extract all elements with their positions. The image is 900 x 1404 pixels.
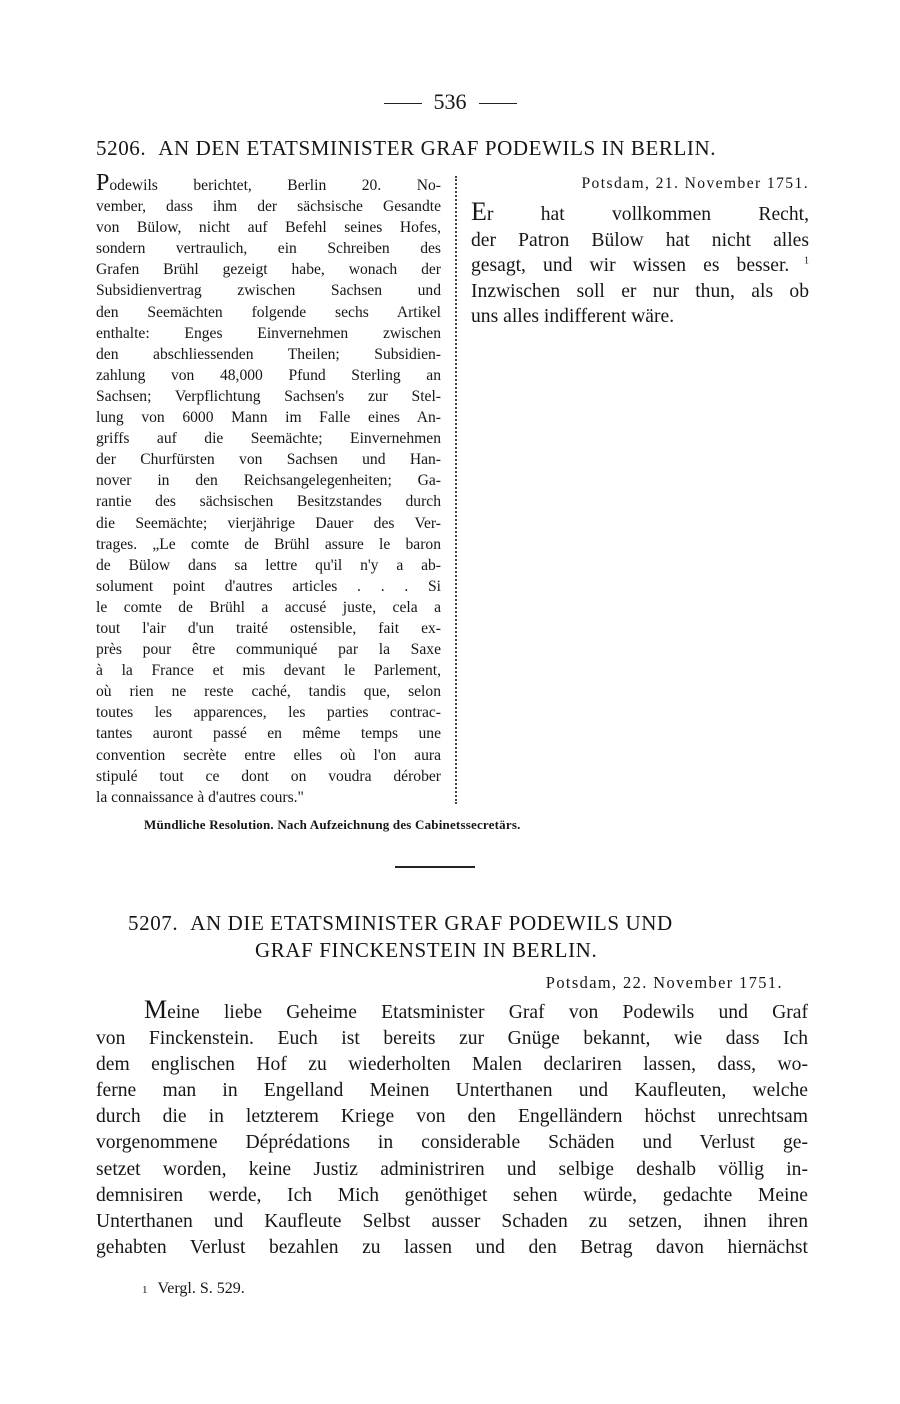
summary-line: sondern vertraulich, ein Schreiben des [96,240,441,258]
summary-line: toutes les apparences, les parties contrac- [96,704,441,722]
letter-5206-dateline: Potsdam, 21. November 1751. [581,175,809,192]
letter-5206-right-column [471,173,809,330]
body-line: gehabten Verlust bezahlen zu lassen und den Betrag davon hiernächst [96,1236,808,1258]
footnote [142,1280,245,1298]
resolution-line: der Patron Bülow hat nicht alles [471,229,809,251]
footnote-reference: 1 [789,255,809,267]
letter-5206-heading [96,135,810,162]
summary-line: den Seemächten folgende sechs Artikel [96,303,441,321]
resolution-line: Er hat vollkommen Recht, [471,197,809,226]
summary-line: rantie des sächsischen Besitzstandes durch [96,493,441,511]
summary-line: Subsidienvertrag zwischen Sachsen und [96,282,441,300]
summary-line: tantes auront passé en même temps une [96,725,441,743]
page-number-dash-right [479,103,517,104]
body-initial: M [144,995,168,1024]
resolution-line: Inzwischen soll er nur thun, als ob [471,280,809,302]
letter-5206-summary [96,170,441,808]
column-divider [455,176,457,804]
letter-5207-title-line2: GRAF FINCKENSTEIN IN BERLIN. [255,938,598,962]
page-number: 536 [433,89,467,114]
summary-line: Podewils berichtet, Berlin 20. No- [96,170,441,196]
footnote-marker: 1 [142,1284,148,1296]
summary-line: von Bülow, nicht auf Befehl seines Hofes, [96,219,441,237]
summary-line: vember, dass ihm der sächsische Gesandte [96,198,441,216]
summary-line: à la France et mis devant le Parlement, [96,662,441,680]
letter-5207-title-line1: AN DIE ETATSMINISTER GRAF PODEWILS UND [190,911,673,935]
summary-line: la connaissance à d'autres cours." [96,788,304,806]
summary-line: de Bülow dans sa lettre qu'il n'y a ab- [96,556,441,574]
summary-line: Sachsen; Verpflichtung Sachsen's zur Stel- [96,387,441,405]
body-line: vorgenommene Déprédations in considerable Schäden und Verlust ge- [96,1132,808,1154]
body-line: Unterthanen und Kaufleute Selbst ausser Schaden zu setzen, ihnen ihren [96,1210,808,1232]
body-line: Meine liebe Geheime Etatsminister Graf von Podewils und Graf [144,995,808,1024]
summary-line: trages. „Le comte de Brühl assure le baron [96,535,441,553]
summary-line: den abschliessenden Theilen; Subsidien- [96,345,441,363]
letter-5207-heading [128,910,788,964]
summary-line: enthalte: Enges Einvernehmen zwischen [96,324,441,342]
body-line: dem englischen Hof zu wiederholten Malen declariren lassen, dass, wo- [96,1054,808,1076]
page-number-line [0,88,900,116]
body-line: setzet worden, keine Justiz administriren und selbige deshalb völlig in- [96,1158,808,1180]
letter-5207-dateline: Potsdam, 22. November 1751. [545,973,783,992]
summary-line: der Churfürsten von Sachsen und Han- [96,451,441,469]
summary-line: nover in den Reichsangelegenheiten; Ga- [96,472,441,490]
summary-line: le comte de Brühl a accusé juste, cela a [96,598,441,616]
body-line: durch die in letzterem Kriege von den Engelländern höchst unrechtsam [96,1106,808,1128]
summary-line: stipulé tout ce dont on voudra dérober [96,767,441,785]
letter-5206-source-note: Mündliche Resolution. Nach Aufzeichnung des Cabinetssecretärs. [144,817,521,832]
resolution-line: gesagt, und wir wissen es besser. $^1$ [471,255,809,277]
summary-line: tout l'air d'un traité ostensible, fait ex- [96,619,441,637]
letter-5206-title: AN DEN ETATSMINISTER GRAF PODEWILS IN BERLIN. [158,136,717,160]
letter-5206-resolution [471,199,809,330]
summary-initial: P [96,170,110,196]
page-number-dash-left [384,103,422,104]
footnote-text: Vergl. S. 529. [157,1280,245,1297]
resolution-line: uns alles indifferent wäre. [471,306,675,328]
summary-line: près pour être communiqué par la Saxe [96,641,441,659]
letter-5207-body [96,997,808,1261]
body-line: von Finckenstein. Euch ist bereits zur Gnüge bekannt, wie dass Ich [96,1028,808,1050]
resolution-initial: E [471,197,487,226]
section-divider [395,866,475,868]
body-line: demnisiren werde, Ich Mich genöthiget sehen würde, gedachte Meine [96,1184,808,1206]
letter-5207-number: 5207. [128,911,179,935]
summary-line: zahlung von 48,000 Pfund Sterling an [96,366,441,384]
summary-line: convention secrète entre elles où l'on aura [96,746,441,764]
summary-line: Grafen Brühl gezeigt habe, wonach der [96,261,441,279]
summary-line: où rien ne reste caché, tandis que, selon [96,683,441,701]
summary-line: die Seemächte; vierjährige Dauer des Ver- [96,514,441,532]
summary-line: solument point d'autres articles . . . Si [96,577,441,595]
letter-5206-number: 5206. [96,136,147,160]
body-line: ferne man in Engelland Meinen Unterthanen und Kaufleuten, welche [96,1080,808,1102]
summary-line: lung von 6000 Mann im Falle eines An- [96,409,441,427]
summary-line: griffs auf die Seemächte; Einvernehmen [96,430,441,448]
